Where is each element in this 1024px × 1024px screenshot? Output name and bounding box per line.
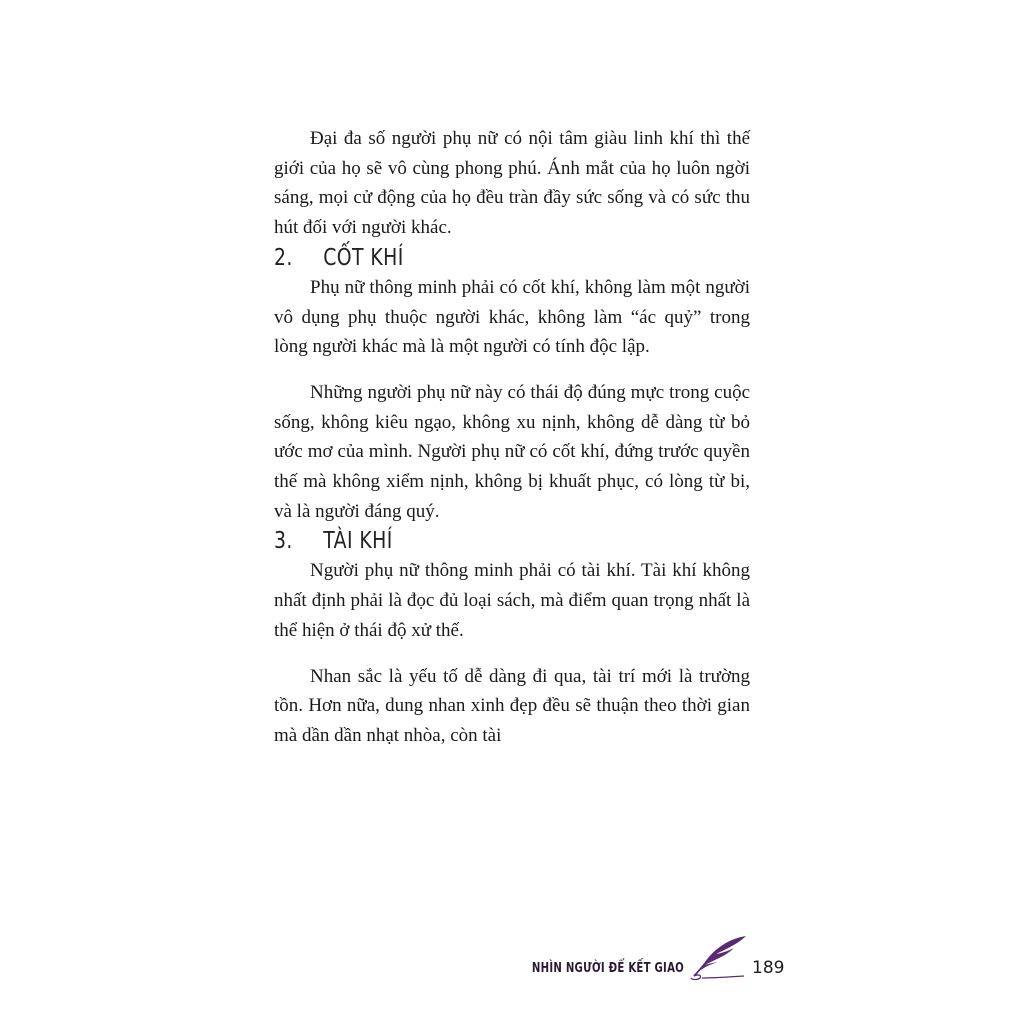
section-number: 2. [274,244,293,271]
paragraph-tai-khi-2: Nhan sắc là yếu tố dễ dàng đi qua, tài trí mới là trường tồn. Hơn nữa, dung nhan xinh đẹp đều sẽ thuận theo thời gian mà dần dần nhạt nhòa, còn tài [274,665,750,746]
section-title: TÀI KHÍ [323,528,393,555]
page-body [274,124,750,751]
paragraph-cot-khi-2: Những người phụ nữ này có thái độ đúng mực trong cuộc sống, không kiêu ngạo, không xu nịnh, không dễ dàng từ bỏ ước mơ của mình. Người phụ nữ có cốt khí, đứng trước quyền thế mà không xiểm nịnh, không bị khuất phục, có lòng từ bi, và là người đáng quý. [274,381,750,522]
section-number: 3. [274,528,293,555]
paragraph-intro: Đại đa số người phụ nữ có nội tâm giàu linh khí thì thế giới của họ sẽ vô cùng phong phú. Ánh mắt của họ luôn ngời sáng, mọi cử động của họ đều tràn đầy sức sống và có sức thu hút đối với người khác. [274,128,750,239]
section-heading-tai-khi [274,526,664,556]
page-number: 189 [752,958,785,978]
section-title: CỐT KHÍ [323,244,404,271]
running-footer-title: NHÌN NGƯỜI ĐỂ KẾT GIAO [531,961,684,976]
paragraph-cot-khi-1: Phụ nữ thông minh phải có cốt khí, không làm một người vô dụng phụ thuộc người khác, không làm “ác quỷ” trong lòng người khác mà là một người có tính độc lập. [274,276,750,358]
page-footer [0,934,1024,994]
quill-pen-icon [688,934,750,982]
paragraph-tai-khi-1: Người phụ nữ thông minh phải có tài khí. Tài khí không nhất định phải là đọc đủ loại sách, mà điểm quan trọng nhất là thể hiện ở thái độ xử thế. [274,560,750,641]
section-heading-cot-khi [274,243,664,273]
